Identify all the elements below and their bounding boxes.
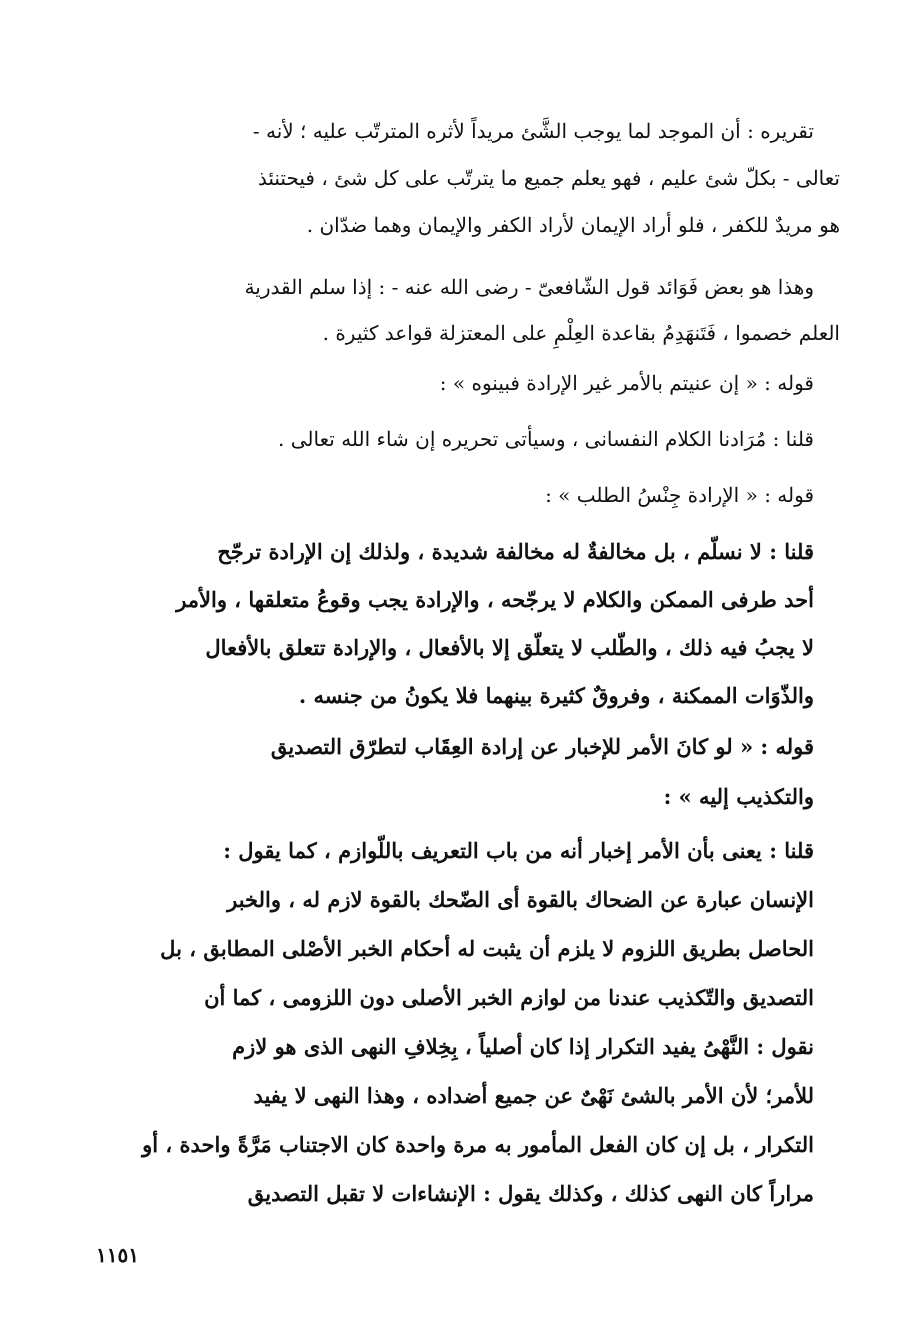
text-line: تعالى - بكلّ شئ عليم ، فهو يعلم جميع ما يترتّب على كل شئ ، فيحتنئذ bbox=[257, 166, 840, 190]
text-line: والذّوَات الممكنة ، وفروقٌ كثيرة بينهما فلا يكونُ من جنسه . bbox=[298, 683, 814, 708]
paragraph-fawaid-shafii bbox=[92, 264, 840, 356]
paragraph-qulna-la-nusallim bbox=[92, 528, 814, 720]
paragraph-qawluhu-law-kana bbox=[92, 722, 814, 822]
text-line: الإنسان عبارة عن الضحاك بالقوة أى الضّحك بالقوة لازم له ، والخبر bbox=[227, 887, 814, 912]
text-line: قلنا : يعنى بأن الأمر إخبار أنه من باب التعريف باللّوازم ، كما يقول : bbox=[223, 838, 814, 863]
text-line: هو مريدٌ للكفر ، فلو أراد الإيمان لأراد الكفر والإيمان وهما ضدّان . bbox=[306, 213, 840, 237]
text-line: قوله : « الإرادة جِنْسُ الطلب » : bbox=[545, 483, 814, 507]
text-line: تقريره : أن الموجد لما يوجب الشَّئ مريداً لأثره المترتّب عليه ؛ لأنه - bbox=[252, 119, 814, 143]
text-line: قوله : « إن عنيتم بالأمر غير الإرادة فبينوه » : bbox=[439, 371, 814, 395]
paragraph-qulna-muraduna bbox=[92, 416, 840, 462]
paragraph-qawluhu-irada bbox=[92, 472, 840, 518]
page-number: ١١٥١ bbox=[96, 1243, 139, 1267]
text-line: قلنا : مُرَادنا الكلام النفسانى ، وسيأتى تحريره إن شاء الله تعالى . bbox=[278, 427, 814, 451]
paragraph-taqriruhu bbox=[92, 108, 840, 249]
text-line: للأمر؛ لأن الأمر بالشئ نَهْىٌ عن جميع أضداده ، وهذا النهى لا يفيد bbox=[253, 1083, 814, 1108]
text-line: والتكذيب إليه » : bbox=[663, 784, 814, 809]
text-line: التكرار ، بل إن كان الفعل المأمور به مرة واحدة كان الاجتناب مَرَّةً واحدة ، أو bbox=[142, 1132, 814, 1157]
paragraph-qulna-yani bbox=[92, 826, 814, 1218]
text-line: قلنا : لا نسلّم ، بل مخالفةٌ له مخالفة شديدة ، ولذلك إن الإرادة ترجّح bbox=[217, 539, 814, 564]
paragraph-qawluhu-inaytum bbox=[92, 360, 840, 406]
text-line: وهذا هو بعض فَوَائد قول الشّافعىّ - رضى الله عنه - : إذا سلم القدرية bbox=[244, 275, 814, 299]
text-line: قوله : « لو كانَ الأمر للإخبار عن إرادة العِقَاب لتطرّق التصديق bbox=[270, 734, 814, 759]
text-line: التصديق والتّكذيب عندنا من لوازم الخبر الأصلى دون اللزومى ، كما أن bbox=[204, 985, 814, 1010]
text-line: لا يجبُ فيه ذلك ، والطّلب لا يتعلّق إلا بالأفعال ، والإرادة تتعلق بالأفعال bbox=[205, 635, 814, 660]
text-line: العلم خصموا ، فَتَنهَدِمُ بقاعدة العِلْمِ على المعتزلة قواعد كثيرة . bbox=[322, 321, 840, 345]
text-line: أحد طرفى الممكن والكلام لا يرجّحه ، والإرادة يجب وقوعُ متعلقها ، والأمر bbox=[176, 587, 814, 612]
text-line: نقول : النَّهْىُ يفيد التكرار إذا كان أصلياً ، بِخِلافِ النهى الذى هو لازم bbox=[232, 1034, 814, 1059]
text-line: الحاصل بطريق اللزوم لا يلزم أن يثبت له أحكام الخبر الأصْلى المطابق ، بل bbox=[160, 936, 814, 961]
text-line: مراراً كان النهى كذلك ، وكذلك يقول : الإنشاءات لا تقبل التصديق bbox=[247, 1181, 814, 1206]
